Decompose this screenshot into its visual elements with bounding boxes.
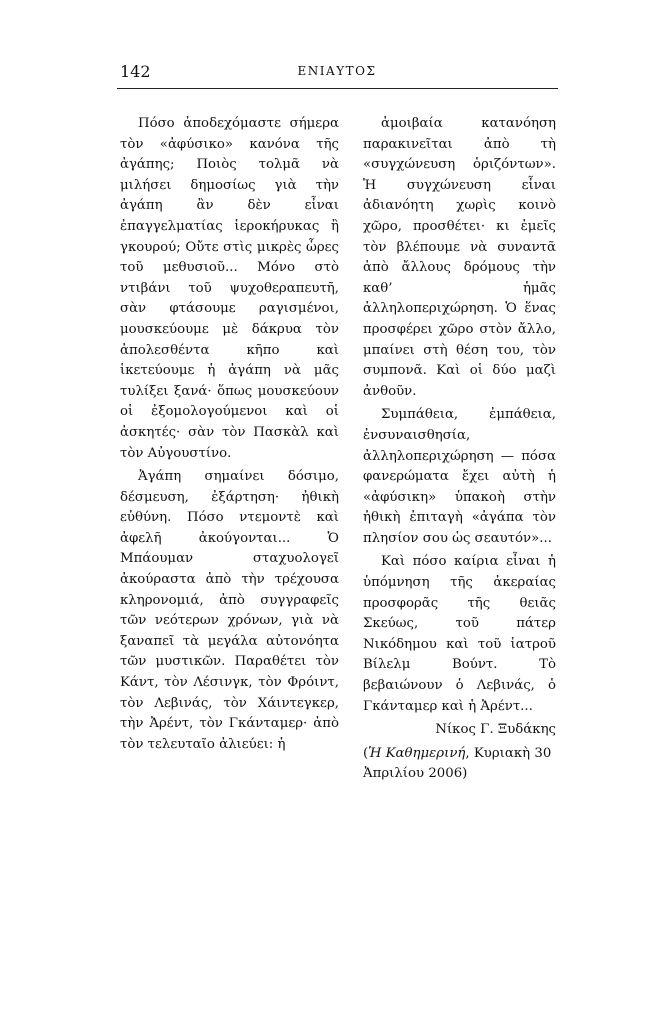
left-column bbox=[120, 114, 339, 755]
source-newspaper: Ἡ Καθημερινή bbox=[368, 745, 466, 761]
paragraph: Πόσο ἀποδεχόμαστε σήμερα τὸν «ἀφύσικο» κανόνα τῆς ἀγάπης; Ποιὸς τολμᾶ νὰ μιλήσει δημοσίως γιὰ τὴν ἀγάπη ἂν δὲν εἶναι ἐπαγγελματίας ἱεροκήρυκας ἢ γκουρού; Οὔτε στὶς μικρὲς ὧρες τοῦ μεθυσιοῦ... Μόνο στὸ ντιβάνι τοῦ ψυχοθεραπευτῆ, σὰν φτάσουμε ραγισμένοι, μουσκεύουμε μὲ δάκρυα τὸν ἀπολεσθέντα κῆπο καὶ ἱκετεύουμε ἡ ἀγάπη νὰ μᾶς τυλίξει ξανά· ὅπως μουσκεύουν οἱ ἐξομολογούμενοι καὶ οἱ ἀσκητές· σὰν τὸν Πασκὰλ καὶ τὸν Αὐγουστίνο. bbox=[120, 116, 339, 461]
page-number: 142 bbox=[120, 62, 151, 81]
paragraph: Ἀγάπη σημαίνει δόσιμο, δέσμευση, ἐξάρτηση· ἠθικὴ εὐθύνη. Πόσο ντεμοντὲ καὶ ἀφελῆ ἀκούγονται... Ὁ Μπάουμαν σταχυολογεῖ ἀκούραστα ἀπὸ τὴν τρέχουσα κληρονομιά, ἀπὸ συγγραφεῖς τῶν νεότερων χρόνων, γιὰ νὰ ξαναπεῖ τὰ μεγάλα αὐτονόητα τῶν μυστικῶν. Παραθέτει τὸν Κάντ, τὸν Λέσινγκ, τὸν Φρόιντ, τὸν Λεβινάς, τὸν Χάιντεγκερ, τὴν Ἀρέντ, τὸν Γκάνταμερ· ἀπὸ τὸν τελευταῖο ἀλιεύει: ἡ bbox=[120, 469, 339, 752]
paragraph: Καὶ πόσο καίρια εἶναι ἡ ὑπόμνηση τῆς ἀκεραίας προσφορᾶς τῆς θειᾶς Σκεύως, τοῦ πάτερ Νικόδημου καὶ τοῦ ἰατροῦ Βίλελμ Βούντ. Τὸ βεβαιώνουν ὁ Λεβινάς, ὁ Γκάνταμερ καὶ ἡ Ἀρέντ... bbox=[363, 554, 556, 714]
header-rule bbox=[117, 88, 558, 89]
paragraph: Συμπάθεια, ἐμπάθεια, ἐνσυναισθησία, ἀλληλοπεριχώρηση — πόσα φανερώματα ἔχει αὐτὴ ἡ «ἀφύσικη» ὑπακοὴ στὴν ἠθικὴ ἐπιταγὴ «ἀγάπα τὸν πλησίον σου ὡς σεαυτόν»... bbox=[363, 407, 556, 546]
right-column bbox=[363, 114, 556, 785]
paragraph: ἀμοιβαία κατανόηση παρακινεῖται ἀπὸ τὴ «συγχώνευση ὁριζόντων». Ἡ συγχώνευση εἶναι ἀδιανόητη χωρὶς κοινὸ χῶρο, προσθέτει· κι ἐμεῖς τὸν βλέπουμε νὰ συναντᾶ ἀπὸ ἄλλους δρόμους τὴν καθ’ ἡμᾶς ἀλληλοπεριχώρηση. Ὁ ἕνας προσφέρει χῶρο στὸν ἄλλο, μπαίνει στὴ θέση του, τὸν συμπονᾶ. Καὶ οἱ δύο μαζὶ ἀνθοῦν. bbox=[363, 116, 556, 399]
running-title: ΕΝΙΑΥΤΟΣ bbox=[297, 64, 377, 78]
source-open-paren: ( bbox=[363, 745, 369, 761]
page-header bbox=[120, 62, 554, 84]
source-citation bbox=[363, 744, 556, 785]
source-date: , Κυριακὴ 30 Ἀπριλίου 2006) bbox=[363, 745, 552, 782]
author-signature: Νίκος Γ. Ξυδάκης bbox=[435, 722, 556, 738]
